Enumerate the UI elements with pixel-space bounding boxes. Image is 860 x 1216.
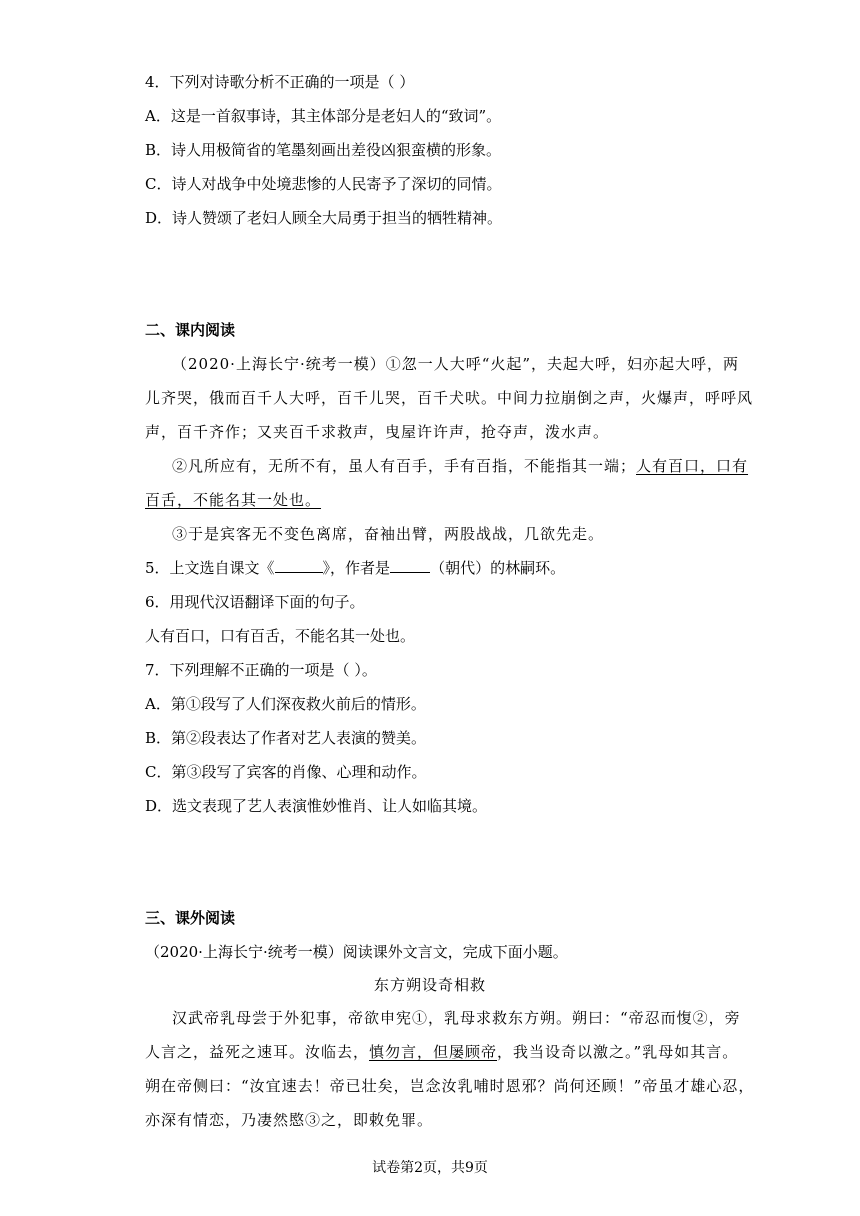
q5 [145, 558, 565, 578]
q6-sentence: 人有百口，口有百舌，不能名其一处也。 [145, 627, 416, 645]
passage-p2-line2 [145, 490, 321, 510]
q7-option-a: A．第①段写了人们深夜救火前后的情形。 [145, 695, 426, 713]
q7-stem: 7．下列理解不正确的一项是（ ）。 [145, 661, 377, 679]
q7-option-c: C．第③段写了宾客的肖像、心理和动作。 [145, 763, 427, 781]
article-line2 [145, 1042, 738, 1062]
q4-option-a: A．这是一首叙事诗，其主体部分是老妇人的“致词”。 [145, 107, 502, 125]
passage-p3: ③于是宾客无不变色离席，奋袖出臂，两股战战，几欲先走。 [172, 525, 605, 543]
section3-title: 三、课外阅读 [145, 909, 236, 927]
q5-blank-title[interactable] [275, 558, 323, 573]
q6-stem: 6．用现代汉语翻译下面的句子。 [145, 593, 365, 611]
q5-blank-dynasty[interactable] [390, 558, 430, 573]
passage-p2-underlined-1: 人有百口，口有 [636, 457, 749, 475]
article-line2-a: 人言之，益死之速耳。汝临去， [145, 1043, 370, 1061]
article-line2-b: ，我当设奇以激之。”乳母如其言。 [497, 1043, 739, 1061]
passage-p1-line1: （2020·上海长宁·统考一模）①忽一人大呼“火起”，夫起大呼，妇亦起大呼，两 [172, 355, 740, 373]
article-title: 东方朔设奇相救 [373, 976, 486, 994]
section3-intro: （2020·上海长宁·统考一模）阅读课外文言文，完成下面小题。 [145, 943, 568, 961]
q7-option-b: B．第②段表达了作者对艺人表演的赞美。 [145, 729, 427, 747]
article-line2-underlined: 慎勿言，但屡顾帝 [369, 1043, 498, 1061]
q7-option-d: D．选文表现了艺人表演惟妙惟肖、让人如临其境。 [145, 797, 488, 815]
q5-part-a: 5．上文选自课文《 [145, 559, 275, 577]
q4-option-c: C．诗人对战争中处境悲惨的人民寄予了深切的同情。 [145, 175, 502, 193]
passage-p1-line3: 声，百千齐作；又夹百千求救声，曳屋许许声，抢夺声，泼水声。 [145, 423, 610, 441]
page-footer: 试卷第2页，共9页 [372, 1160, 488, 1176]
passage-p1-line2: 儿齐哭，俄而百千人大呼，百千儿哭，百千犬吠。中间力拉崩倒之声，火爆声，呼呼风 [145, 389, 754, 407]
q5-part-b: 》，作者是 [322, 559, 391, 577]
article-line1: 汉武帝乳母尝于外犯事，帝欲申宪①，乳母求救东方朔。朔曰：“帝忍而愎②，旁 [172, 1009, 741, 1027]
article-line3: 朔在帝侧曰：“汝宜速去！帝已壮矣，岂念汝乳哺时恩邪？尚何还顾！”帝虽才雄心忍， [145, 1077, 755, 1095]
q4-option-b: B．诗人用极简省的笔墨刻画出差役凶狠蛮横的形象。 [145, 141, 502, 159]
section2-title: 二、课内阅读 [145, 321, 236, 339]
q5-part-c: （朝代）的林嗣环。 [430, 559, 566, 577]
article-line4: 亦深有情恋，乃凄然愍③之，即敕免罪。 [145, 1111, 434, 1129]
passage-p2-underlined-2: 百舌，不能名其一处也。 [145, 491, 322, 509]
passage-p2-text: ②凡所应有，无所不有，虽人有百手，手有百指，不能指其一端； [172, 457, 637, 475]
passage-p2-line1 [172, 456, 748, 476]
q4-stem: 4．下列对诗歌分析不正确的一项是（ ） [145, 73, 415, 91]
q4-option-d: D．诗人赞颂了老妇人顾全大局勇于担当的牺牲精神。 [145, 209, 503, 227]
